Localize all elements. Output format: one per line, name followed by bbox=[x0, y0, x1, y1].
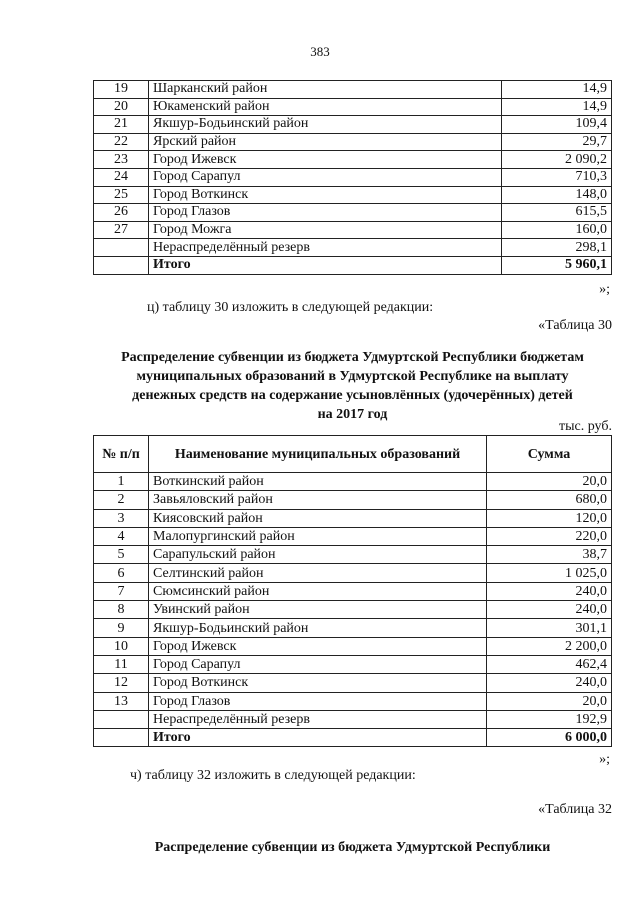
row-number: 11 bbox=[94, 655, 149, 673]
closing-quote-2: »; bbox=[599, 752, 610, 767]
table-row bbox=[94, 186, 612, 204]
row-number: 2 bbox=[94, 491, 149, 509]
table-row bbox=[94, 619, 612, 637]
row-value: 38,7 bbox=[487, 546, 612, 564]
row-name: Завьяловский район bbox=[149, 491, 487, 509]
row-name: Киясовский район bbox=[149, 509, 487, 527]
row-name: Город Глазов bbox=[149, 204, 502, 222]
row-name: Нераспределённый резерв bbox=[149, 239, 502, 257]
table-row bbox=[94, 168, 612, 186]
total-empty-cell bbox=[94, 729, 149, 747]
table-row bbox=[94, 674, 612, 692]
row-number: 8 bbox=[94, 601, 149, 619]
heading-line: на 2017 год bbox=[317, 407, 388, 422]
row-name: Ярский район bbox=[149, 133, 502, 151]
row-name: Сарапульский район bbox=[149, 546, 487, 564]
row-value: 615,5 bbox=[502, 204, 612, 222]
table-row bbox=[94, 81, 612, 99]
table-row bbox=[94, 491, 612, 509]
table-label-32: «Таблица 32 bbox=[538, 802, 612, 817]
table-label-30: «Таблица 30 bbox=[538, 318, 612, 333]
row-value: 29,7 bbox=[502, 133, 612, 151]
row-value: 298,1 bbox=[502, 239, 612, 257]
row-value: 160,0 bbox=[502, 221, 612, 239]
instruction-1: ц) таблицу 30 изложить в следующей редакции: bbox=[147, 300, 434, 315]
row-number: 1 bbox=[94, 473, 149, 491]
row-number: 12 bbox=[94, 674, 149, 692]
total-row bbox=[94, 256, 612, 274]
total-row bbox=[94, 729, 612, 747]
table-32-heading: Распределение субвенции из бюджета Удмуртской Республики bbox=[154, 840, 551, 855]
heading-line: денежных средств на содержание усыновлённых (удочерённых) детей bbox=[132, 388, 573, 403]
row-number bbox=[94, 710, 149, 728]
table-row bbox=[94, 116, 612, 134]
row-value: 2 200,0 bbox=[487, 637, 612, 655]
table-row bbox=[94, 151, 612, 169]
row-number: 4 bbox=[94, 527, 149, 545]
total-value: 5 960,1 bbox=[502, 256, 612, 274]
row-name: Воткинский район bbox=[149, 473, 487, 491]
total-empty-cell bbox=[94, 256, 149, 274]
table-row bbox=[94, 692, 612, 710]
row-value: 301,1 bbox=[487, 619, 612, 637]
row-value: 240,0 bbox=[487, 582, 612, 600]
total-value: 6 000,0 bbox=[487, 729, 612, 747]
table-row bbox=[94, 98, 612, 116]
row-value: 240,0 bbox=[487, 674, 612, 692]
closing-quote-1: »; bbox=[599, 282, 610, 297]
row-number: 23 bbox=[94, 151, 149, 169]
row-name: Город Воткинск bbox=[149, 674, 487, 692]
row-value: 240,0 bbox=[487, 601, 612, 619]
total-label: Итого bbox=[149, 729, 487, 747]
row-name: Сюмсинский район bbox=[149, 582, 487, 600]
header-name: Наименование муниципальных образований bbox=[149, 436, 487, 473]
row-number: 27 bbox=[94, 221, 149, 239]
header-value: Сумма bbox=[487, 436, 612, 473]
table-row bbox=[94, 601, 612, 619]
table-row bbox=[94, 564, 612, 582]
row-value: 680,0 bbox=[487, 491, 612, 509]
row-name: Шарканский район bbox=[149, 81, 502, 99]
row-value: 1 025,0 bbox=[487, 564, 612, 582]
table-header-row bbox=[94, 436, 612, 473]
table-row bbox=[94, 637, 612, 655]
row-name: Город Сарапул bbox=[149, 168, 502, 186]
row-number: 24 bbox=[94, 168, 149, 186]
row-number bbox=[94, 239, 149, 257]
row-number: 3 bbox=[94, 509, 149, 527]
table-row bbox=[94, 582, 612, 600]
row-number: 13 bbox=[94, 692, 149, 710]
row-name: Увинский район bbox=[149, 601, 487, 619]
row-name: Город Сарапул bbox=[149, 655, 487, 673]
row-number: 7 bbox=[94, 582, 149, 600]
table-row bbox=[94, 546, 612, 564]
table-row bbox=[94, 509, 612, 527]
header-num: № п/п bbox=[94, 436, 149, 473]
row-value: 109,4 bbox=[502, 116, 612, 134]
row-name: Город Воткинск bbox=[149, 186, 502, 204]
row-name: Город Глазов bbox=[149, 692, 487, 710]
row-number: 20 bbox=[94, 98, 149, 116]
row-name: Малопургинский район bbox=[149, 527, 487, 545]
table-row bbox=[94, 473, 612, 491]
row-name: Город Ижевск bbox=[149, 637, 487, 655]
table-row bbox=[94, 204, 612, 222]
row-name: Якшур-Бодьинский район bbox=[149, 116, 502, 134]
row-number: 5 bbox=[94, 546, 149, 564]
page-number: 383 bbox=[310, 44, 330, 59]
heading-line: Распределение субвенции из бюджета Удмуртской Республики бюджетам bbox=[121, 350, 584, 365]
budget-table-30 bbox=[93, 435, 612, 747]
row-value: 120,0 bbox=[487, 509, 612, 527]
table-row bbox=[94, 133, 612, 151]
row-number: 21 bbox=[94, 116, 149, 134]
row-name: Селтинский район bbox=[149, 564, 487, 582]
units-label: тыс. руб. bbox=[559, 419, 612, 434]
row-value: 220,0 bbox=[487, 527, 612, 545]
row-number: 6 bbox=[94, 564, 149, 582]
total-label: Итого bbox=[149, 256, 502, 274]
row-value: 14,9 bbox=[502, 81, 612, 99]
table-row bbox=[94, 710, 612, 728]
instruction-2: ч) таблицу 32 изложить в следующей редакции: bbox=[130, 768, 416, 783]
row-name: Нераспределённый резерв bbox=[149, 710, 487, 728]
table-30-heading bbox=[93, 348, 612, 424]
budget-table-continued bbox=[93, 80, 612, 275]
row-value: 192,9 bbox=[487, 710, 612, 728]
row-value: 148,0 bbox=[502, 186, 612, 204]
row-number: 9 bbox=[94, 619, 149, 637]
row-value: 462,4 bbox=[487, 655, 612, 673]
table-row bbox=[94, 221, 612, 239]
row-name: Якшур-Бодьинский район bbox=[149, 619, 487, 637]
row-value: 20,0 bbox=[487, 692, 612, 710]
table-row bbox=[94, 527, 612, 545]
row-name: Город Можга bbox=[149, 221, 502, 239]
row-name: Город Ижевск bbox=[149, 151, 502, 169]
row-value: 20,0 bbox=[487, 473, 612, 491]
row-number: 22 bbox=[94, 133, 149, 151]
row-number: 19 bbox=[94, 81, 149, 99]
row-number: 26 bbox=[94, 204, 149, 222]
table-row bbox=[94, 239, 612, 257]
table-row bbox=[94, 655, 612, 673]
row-value: 2 090,2 bbox=[502, 151, 612, 169]
row-value: 14,9 bbox=[502, 98, 612, 116]
row-value: 710,3 bbox=[502, 168, 612, 186]
row-name: Юкаменский район bbox=[149, 98, 502, 116]
row-number: 25 bbox=[94, 186, 149, 204]
row-number: 10 bbox=[94, 637, 149, 655]
heading-line: муниципальных образований в Удмуртской Республике на выплату bbox=[136, 369, 569, 384]
